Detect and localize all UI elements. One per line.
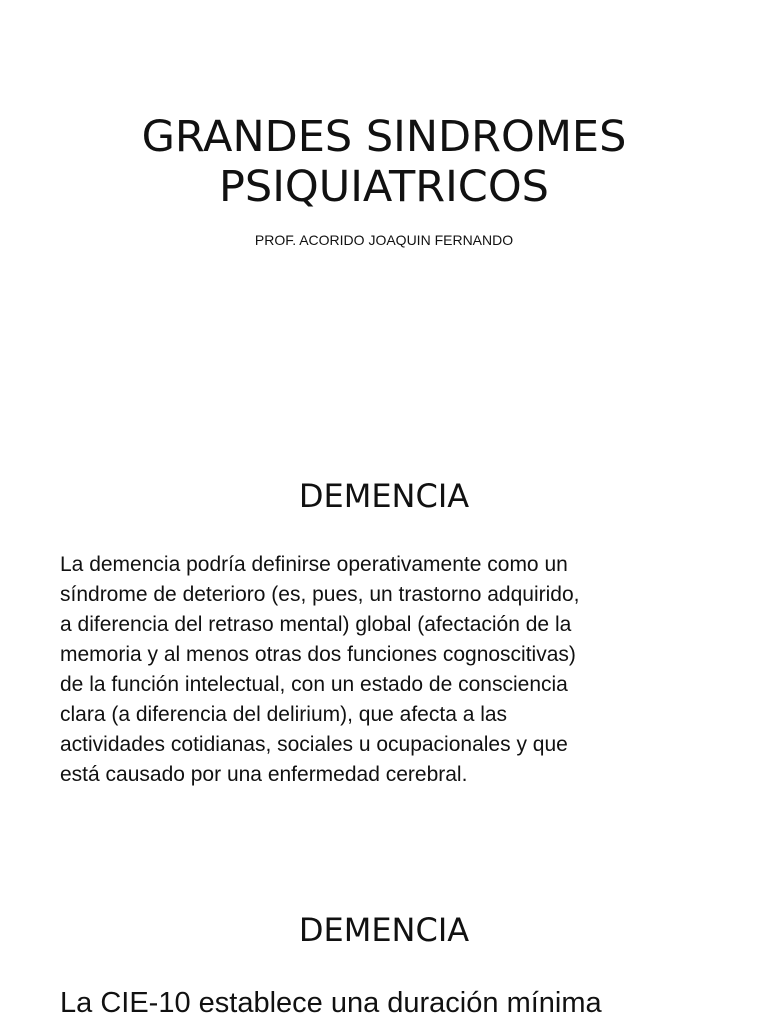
slide-heading: DEMENCIA (298, 477, 470, 515)
body-line: clara (a diferencia del delirium), que afecta a las (60, 703, 508, 726)
slide-body-text (60, 550, 710, 790)
slide-body-text: La CIE-10 establece una duración mínima (60, 987, 602, 1019)
content-slide-demencia-cie10 (0, 880, 768, 1024)
title-line: PSIQUIATRICOS (219, 162, 549, 212)
body-line: está causado por una enfermedad cerebral. (60, 763, 468, 786)
body-line: memoria y al menos otras dos funciones cognoscitivas) (60, 643, 576, 666)
body-line: La demencia podría definirse operativamente como un (60, 553, 568, 576)
title-slide (0, 0, 768, 384)
body-line: de la función intelectual, con un estado de consciencia (60, 673, 568, 696)
slide-heading: DEMENCIA (298, 911, 470, 949)
content-slide-demencia-definition (0, 440, 768, 840)
title-line: GRANDES SINDROMES (141, 112, 627, 162)
body-line: actividades cotidianas, sociales u ocupacionales y que (60, 733, 568, 756)
body-line: a diferencia del retraso mental) global (afectación de la (60, 613, 572, 636)
body-line: síndrome de deterioro (es, pues, un trastorno adquirido, (60, 583, 580, 606)
presentation-title (0, 112, 768, 212)
presenter-name: PROF. ACORIDO JOAQUIN FERNANDO (254, 232, 514, 248)
